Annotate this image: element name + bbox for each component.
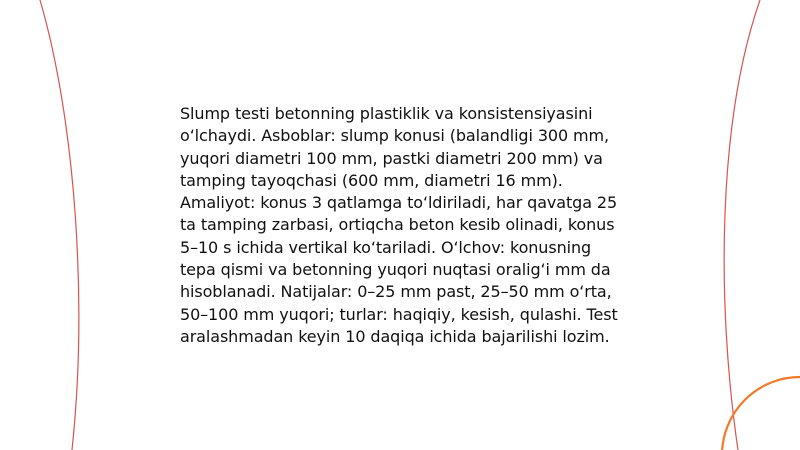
left-decor-curve (40, 0, 79, 450)
right-decor-curve (724, 0, 760, 450)
orange-decor-circle (722, 377, 800, 450)
body-paragraph: Slump testi betonning plastiklik va konsistensiyasini o‘lchaydi. Asboblar: slump konusi (balandligi 300 mm, yuqori diametri 100 mm, pastki diametri 200 mm) va tamping tayoqchasi (600 mm, diametri 16 mm). Amaliyot: konus 3 qatlamga to‘ldiriladi, har qavatga 25 ta tamping zarbasi, ortiqcha beton kesib olinadi, konus 5–10 s ichida vertikal ko‘tariladi. O‘lchov: konusning tepa qismi va betonning yuqori nuqtasi oralig‘i mm da hisoblanadi. Natijalar: 0–25 mm past, 25–50 mm o‘rta, 50–100 mm yuqori; turlar: haqiqiy, kesish, qulashi. Test aralashmadan keyin 10 daqiqa ichida bajarilishi lozim. (180, 104, 618, 346)
